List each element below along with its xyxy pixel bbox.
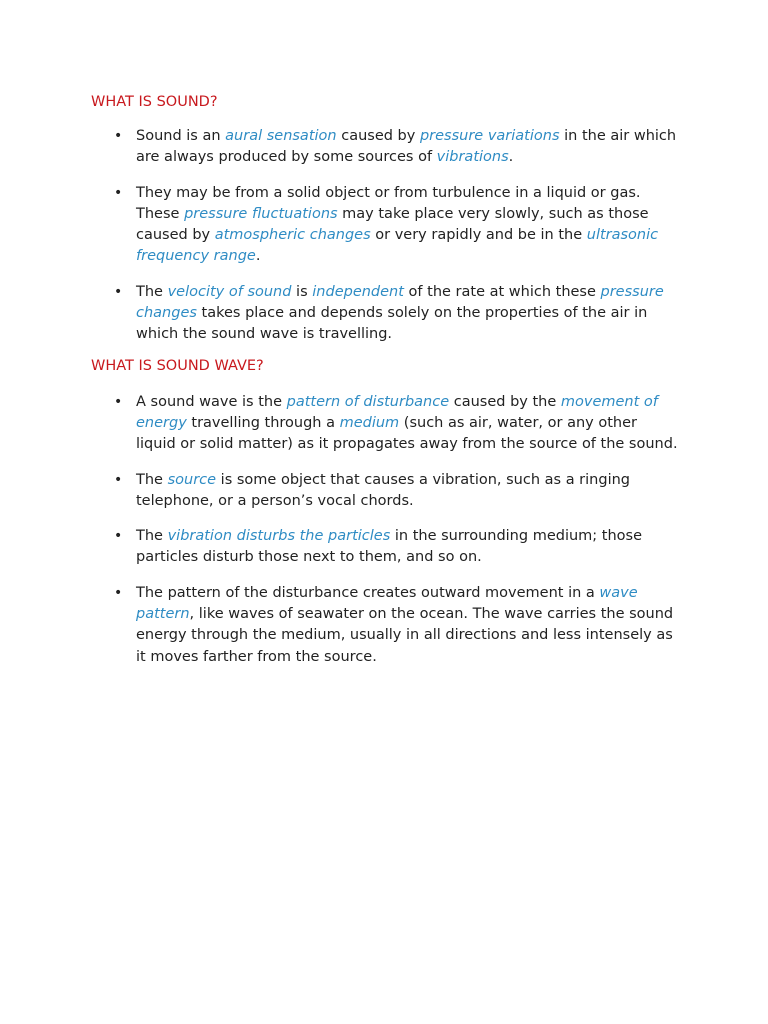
list-item [91,282,681,346]
bullet-icon: • [114,184,123,201]
bullet-text: . [255,248,261,265]
emphasized-term: pressure variations [419,128,560,144]
emphasized-term: vibration disturbs the particles [167,528,391,545]
bullet-icon: • [114,471,123,488]
section-heading-what-is-sound-wave: WHAT IS SOUND WAVE? [91,357,264,374]
bullet-text: caused by [336,128,420,144]
section-heading-what-is-sound: WHAT IS SOUND? [91,94,218,110]
bullet-text: (such as air, water, or any other liquid or solid matter) as it propagates away from the source of the sound. [136,414,678,453]
document-content [91,92,681,682]
bullet-text: in the air which are always produced by some sources of [136,128,677,166]
emphasized-term: pattern of disturbance [286,393,450,410]
bullet-text: A sound wave is the [136,393,287,410]
bullet-text: is some object that causes a vibration, such as a ringing telephone, or a person’s vocal chords. [136,471,630,509]
bullet-text: They may be from a solid object or from turbulence in a liquid or gas. These [136,184,641,222]
bullet-text: is [291,283,313,300]
bullet-text: travelling through a [186,414,340,431]
bullet-icon: • [114,584,123,601]
emphasized-term: source [167,471,217,488]
bullet-text: Sound is an [136,128,226,144]
emphasized-term: medium [339,414,400,431]
emphasized-term: movement of energy [136,393,658,431]
bullet-icon: • [114,393,123,410]
list-item [91,583,681,668]
bullet-text: , like waves of seawater on the ocean. The wave carries the sound energy through the medium, usually in all directions and less intensely as it moves farther from the source. [136,606,674,665]
emphasized-term: independent [312,283,404,300]
emphasized-term: pressure changes [136,283,664,322]
bullet-text: takes place and depends solely on the properties of the air in which the sound wave is travelling. [136,305,648,343]
bullet-text: caused by the [449,393,561,410]
bullet-text: The [136,283,168,300]
bullet-text: may take place very slowly, such as those caused by [136,205,649,244]
bullet-text: The [136,528,168,545]
list-item [91,183,681,268]
list-item [91,392,681,456]
bullet-icon: • [114,283,123,300]
emphasized-term: atmospheric changes [214,227,371,244]
list-item [91,126,681,169]
bullet-text: The pattern of the disturbance creates outward movement in a [136,584,600,601]
bullet-text: or very rapidly and be in the [370,227,587,244]
emphasized-term: aural sensation [225,128,337,144]
bullet-list-what-is-sound [91,126,681,346]
list-item [91,470,681,513]
list-item [91,526,681,569]
bullet-text: . [508,149,514,166]
bullet-icon: • [114,128,123,144]
bullet-list-what-is-sound-wave [91,392,681,668]
bullet-text: in the surrounding medium; those particles disturb those next to them, and so on. [136,528,642,566]
emphasized-term: vibrations [436,149,509,166]
emphasized-term: pressure fluctuations [184,205,338,222]
bullet-icon: • [114,528,123,545]
emphasized-term: wave pattern [136,584,638,623]
emphasized-term: ultrasonic frequency range [136,227,659,265]
bullet-text: of the rate at which these [403,283,601,300]
emphasized-term: velocity of sound [167,283,292,300]
bullet-text: The [136,471,168,488]
